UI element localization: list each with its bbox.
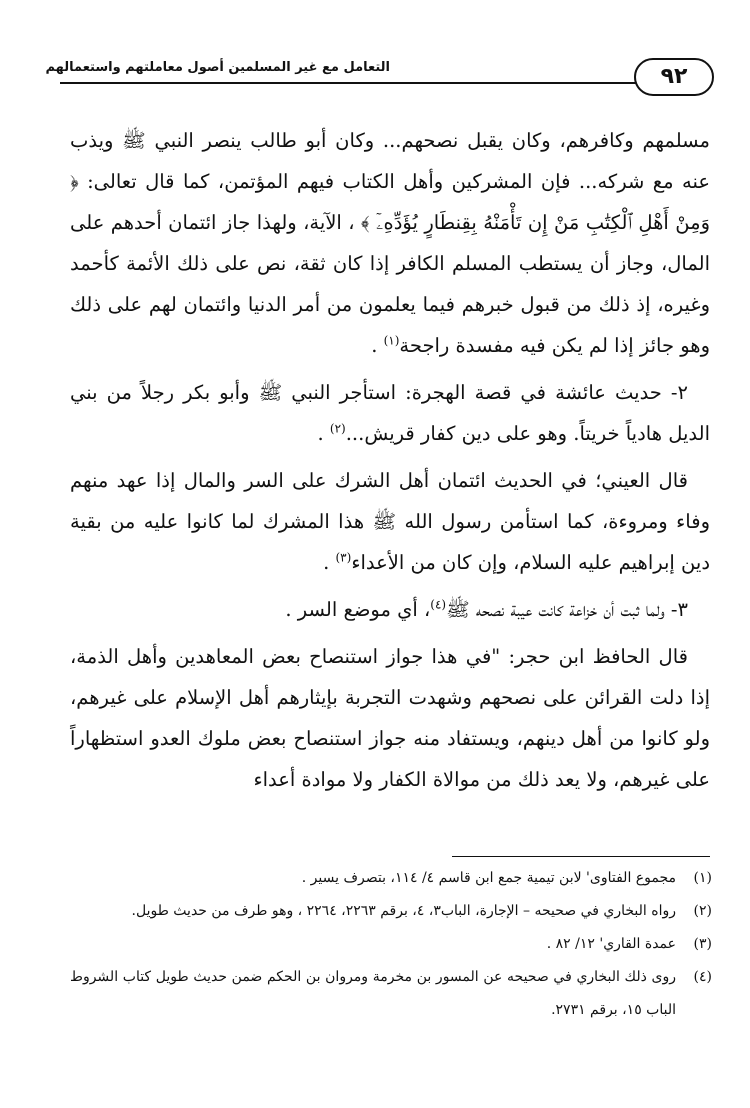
footnote-text: روى ذلك البخاري في صحيحه عن المسور بن مخرمة ومروان بن الحكم ضمن حديث طويل كتاب الشروط الباب ١٥، برقم ٢٧٣١. — [70, 969, 676, 1018]
footnote-separator — [452, 856, 710, 857]
paragraph-2-text: ٢- حديث عائشة في قصة الهجرة: استأجر النبي ﷺ وأبو بكر رجلاً من بني الديل هادياً خريتاً. وهو على دين كفار قريش... — [70, 381, 710, 445]
page-number: ٩٢ — [634, 58, 714, 96]
footnote-2 — [70, 895, 712, 928]
footnote-number: (٤) — [693, 969, 712, 985]
page-header — [45, 56, 712, 92]
footnote-3 — [70, 928, 712, 961]
footnote-number: (٣) — [693, 936, 712, 952]
paragraph-1 — [70, 120, 710, 366]
footnote-ref-2: (٢) — [329, 421, 346, 436]
paragraph-1-text: مسلمهم وكافرهم، وكان يقبل نصحهم... وكان أبو طالب ينصر النبي ﷺ ويذب عنه مع شركه... فإن المشركين وأهل الكتاب فيهم المؤتمن، كما قال تعالى: ﴿ وَمِنْ أَهْلِ ٱلْكِتَٰبِ مَنْ إِن تَأْمَنْهُ بِقِنطَارٍ يُؤَدِّهِۦٓ ﴾ ، الآية، ولهذا جاز ائتمان أحدهم على المال، وجاز أن يستطب المسلم الكافر إذا كان ثقة، نص على ذلك الأئمة كأحمد وغيره، إذ ذلك من قبول خبرهم فيما يعلمون من أمر الدنيا وائتمان لهم على ذلك وهو جائز إذا لم يكن فيه مفسدة راجحة — [70, 129, 710, 357]
paragraph-5 — [70, 636, 710, 800]
paragraph-4 — [70, 589, 710, 630]
header-rule — [60, 82, 640, 84]
footnote-number: (١) — [693, 870, 712, 886]
footnote-ref-3: (٣) — [335, 550, 352, 565]
paragraph-3 — [70, 460, 710, 583]
paragraph-2 — [70, 372, 710, 454]
footnote-ref-1: (١) — [383, 333, 400, 348]
running-title: التعامل مع غير المسلمين أصول معاملتهم واستعمالهم — [45, 60, 390, 75]
paragraph-4-end: ، أي موضع السر . — [285, 598, 431, 621]
footnote-number: (٢) — [693, 903, 712, 919]
footnote-text: رواه البخاري في صحيحه – الإجارة، الباب٣، ٤، برقم ٢٢٦٣، ٢٢٦٤ ، وهو طرف من حديث طويل. — [131, 903, 676, 919]
paragraph-5-text: قال الحافظ ابن حجر: "في هذا جواز استنصاح بعض المعاهدين وأهل الذمة، إذا دلت القرائن على نصحهم وشهدت التجربة بإيثارهم أهل الإسلام على غيرهم، ولو كانوا من أهل دينهم، ويستفاد منه جواز استنصاح بعض ملوك العدو استظهاراً على غيرهم، ولا يعد ذلك من موالاة الكفار ولا موادة أعداء — [70, 645, 710, 791]
paragraph-3-end: . — [323, 551, 336, 574]
paragraph-1-end: . — [371, 334, 384, 357]
footnote-text: مجموع الفتاوى' لابن تيمية جمع ابن قاسم ٤/ ١١٤، بتصرف يسير . — [301, 870, 676, 886]
footnote-4 — [70, 961, 712, 1027]
footnote-ref-4: (٤) — [430, 597, 447, 612]
paragraph-3-text: قال العيني؛ في الحديث ائتمان أهل الشرك على السر والمال إذا عهد منهم وفاء ومروءة، كما استأمن رسول الله ﷺ هذا المشرك لما كانوا عليه من بقية دين إبراهيم عليه السلام، وإن كان من الأعداء — [70, 469, 710, 574]
body-text — [70, 120, 710, 806]
footnote-1 — [70, 862, 712, 895]
footnotes — [70, 862, 712, 1027]
footnote-text: عمدة القاري' ١٢/ ٨٢ . — [546, 936, 676, 952]
paragraph-2-end: . — [317, 422, 330, 445]
paragraph-4-text: ٣- ولما ثبت أن خزاعة كانت عيبة نصحه ﷺ — [446, 598, 688, 621]
